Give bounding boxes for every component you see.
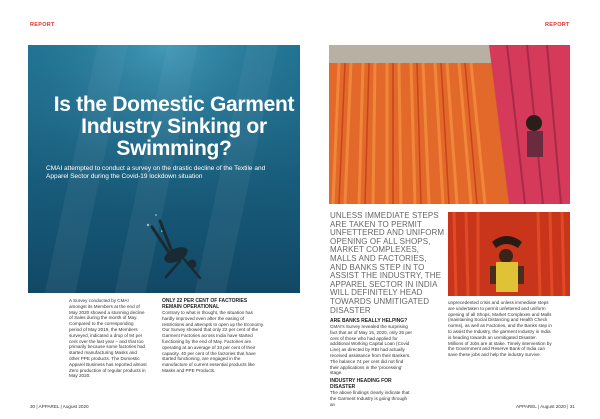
worker-red-fabric-photo <box>448 212 570 296</box>
article-title: Is the Domestic Garment Industry Sinking or Swimming? <box>53 93 295 160</box>
page-footer-left: 30 | APPAREL | August 2020 <box>30 404 89 409</box>
crisis-paragraph: unprecedented crisis and unless immediate steps are undertaken to permit unfettered and uniform opening of all Shops, Market Complexes and Malls (maintaining Social Distancing and Health Check norms), as well as Factories, and the Banks step in to assist the Industry, the garment Industry in India is heading towards an unmitigated Disaster. Millions of Jobs are at stake. Timely intervention by the Government and Reserve Bank of India can save these jobs and help the industry survive. <box>448 300 552 358</box>
dyed-fabric-photo <box>329 45 570 204</box>
page-footer-right: APPAREL | August 2020 | 31 <box>516 404 575 409</box>
article-subtitle: CMAI attempted to conduct a survey on the drastic decline of the Textile and Apparel Sector during the Covid-19 lockdown situation <box>46 165 266 180</box>
factories-heading: ONLY 22 PER CENT OF FACTORIES REMAIN OPERATIONAL <box>162 298 248 310</box>
factories-paragraph: Contrary to what is thought, the situation has hardly improved even after the easing of restrictions and attempts to open up the Economy. Our Survey showed that only 22 per cent of the Garment Factories across India have started functioning by the end of May. Factories are operating at an average of 33 per cent of their capacity. 40 per cent of the factories that have started functioning, are engaged in the manufacture of current essential products like Masks and PPE Products. <box>162 310 265 373</box>
banks-paragraph: CMAI's Survey revealed the surprising fact that as of May 15, 2020, only 26 per cent of those who had applied for additional Working Capital Loan (Covid Line) as directed by RBI had actually received assistance from their Bankers. The balance 74 per cent did not find their applications in the 'processing' stage. <box>330 324 412 376</box>
banks-heading: ARE BANKS REALLY HELPING? <box>330 318 408 324</box>
section-label-right: REPORT <box>545 22 570 28</box>
pull-quote: UNLESS IMMEDIATE STEPS ARE TAKEN TO PERMIT UNFETTERED AND UNIFORM OPENING OF ALL SHOPS, MARKET COMPLEXES, MALLS AND FACTORIES, AND BANKS STEP IN TO ASSIST THE INDUSTRY, THE APPAREL SECTOR IN INDIA WILL DEFINITELY HEAD TOWARDS UNMITIGATED DISASTER <box>330 211 445 315</box>
factories-section <box>162 298 266 374</box>
intro-paragraph: A Survey conducted by CMAI amongst its Members at the end of May 2020 showed a stunning decline of Sales during the month of May. Compared to the corresponding period of May 2019, the Members surveyed, indicated a drop of 94 per cent over the last year – and that too primarily because some factories had started manufacturing Masks and other PPE products. The Domestic Apparel Business has reported almost Zero production of regular products in May 2020. <box>69 298 147 379</box>
disaster-paragraph: The above findings clearly indicate that the Garment Industry is going through an <box>330 390 410 407</box>
section-label-left: REPORT <box>30 22 55 28</box>
banks-section <box>330 318 412 408</box>
disaster-heading: INDUSTRY HEADING FOR DISASTER <box>330 378 392 391</box>
